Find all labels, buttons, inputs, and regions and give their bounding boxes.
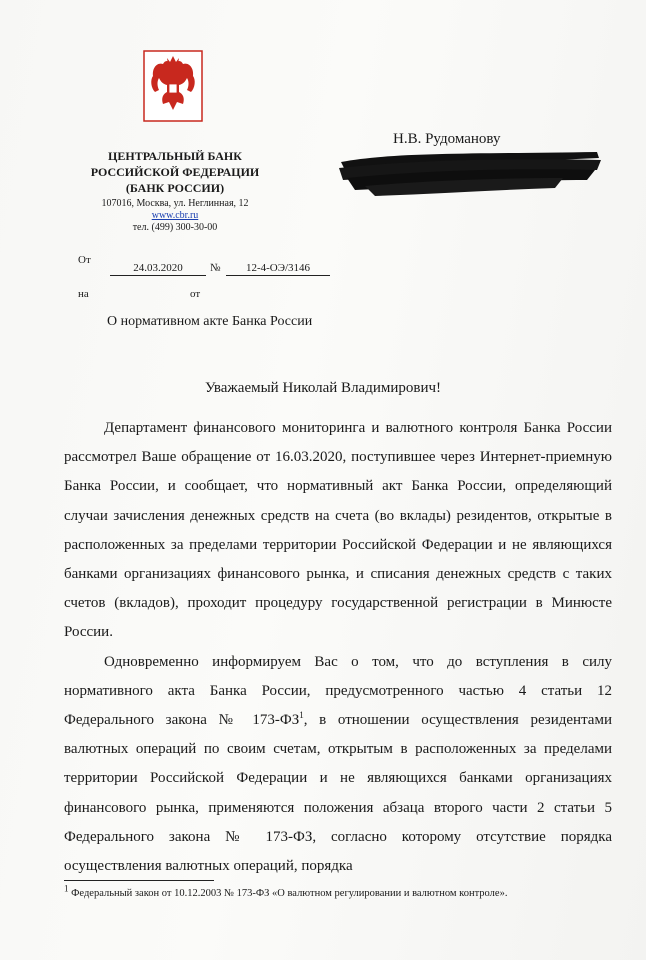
- bank-name-line: РОССИЙСКОЙ ФЕДЕРАЦИИ: [90, 165, 260, 179]
- bank-phone: тел. (499) 300-30-00: [132, 222, 218, 233]
- footnote: [64, 883, 624, 899]
- salutation: Уважаемый Николай Владимирович!: [204, 380, 442, 396]
- body-paragraph: [64, 648, 612, 882]
- bank-contacts: [80, 198, 270, 234]
- footnote-text: Федеральный закон от 10.12.2003 № 173-ФЗ «О валютном регулировании и валютном контроле».: [68, 888, 508, 899]
- reply-label: на: [78, 288, 89, 300]
- letter-subject: О нормативном акте Банка России: [107, 314, 313, 329]
- footnote-reference: 1: [299, 710, 304, 721]
- body-text-part: , в отношении осуществления резидентами валютных операций по своим счетам, открытым в расположенных за пределами территории Российской Федерации и не являющихся банками организациях финансового рынка, применяются положения абзаца второго части 2 статьи 5 Федерального закона № 173-ФЗ, согласно которому отсутствие порядка осуществления валютных операций, порядка: [64, 712, 612, 875]
- outgoing-date: 24.03.2020: [110, 262, 206, 276]
- footnote-separator: [64, 880, 214, 881]
- letter-body: [64, 414, 612, 881]
- russian-coat-of-arms-icon: [143, 50, 203, 122]
- bank-name-line: (БАНК РОССИИ): [125, 181, 225, 195]
- reply-from-label: от: [190, 288, 201, 300]
- body-paragraph: Департамент финансового мониторинга и валютного контроля Банка России рассмотрел Ваше обращение от 16.03.2020, поступившее через Интернет-приемную Банка России, и сообщает, что нормативный акт Банка России, определяющий случаи зачисления денежных средств на счета (во вклады) резидентов, открытые в расположенных за пределами территории Российской Федерации и не являющихся банками организациях финансового рынка, и списания денежных средств с таких счетов (вкладов), проходит процедуру государственной регистрации в Минюсте России.: [64, 420, 612, 641]
- bank-name: [80, 148, 270, 196]
- body-text-part: Одновременно информируем Вас о том, что до вступления в силу нормативного акта Банка России, предусмотренного частью 4 статьи 12 Федерального закона № 173-ФЗ: [64, 653, 612, 729]
- bank-website-link[interactable]: www.cbr.ru: [151, 210, 199, 221]
- bank-address: 107016, Москва, ул. Неглинная, 12: [101, 198, 249, 209]
- number-label: №: [210, 262, 221, 274]
- bank-name-line: ЦЕНТРАЛЬНЫЙ БАНК: [108, 149, 242, 163]
- footnote-mark: 1: [64, 883, 69, 894]
- recipient-name: Н.В. Рудоманову: [393, 131, 501, 147]
- from-label: От: [78, 254, 91, 266]
- redaction-scribble: [335, 148, 605, 198]
- outgoing-number: 12-4-ОЭ/3146: [226, 262, 330, 276]
